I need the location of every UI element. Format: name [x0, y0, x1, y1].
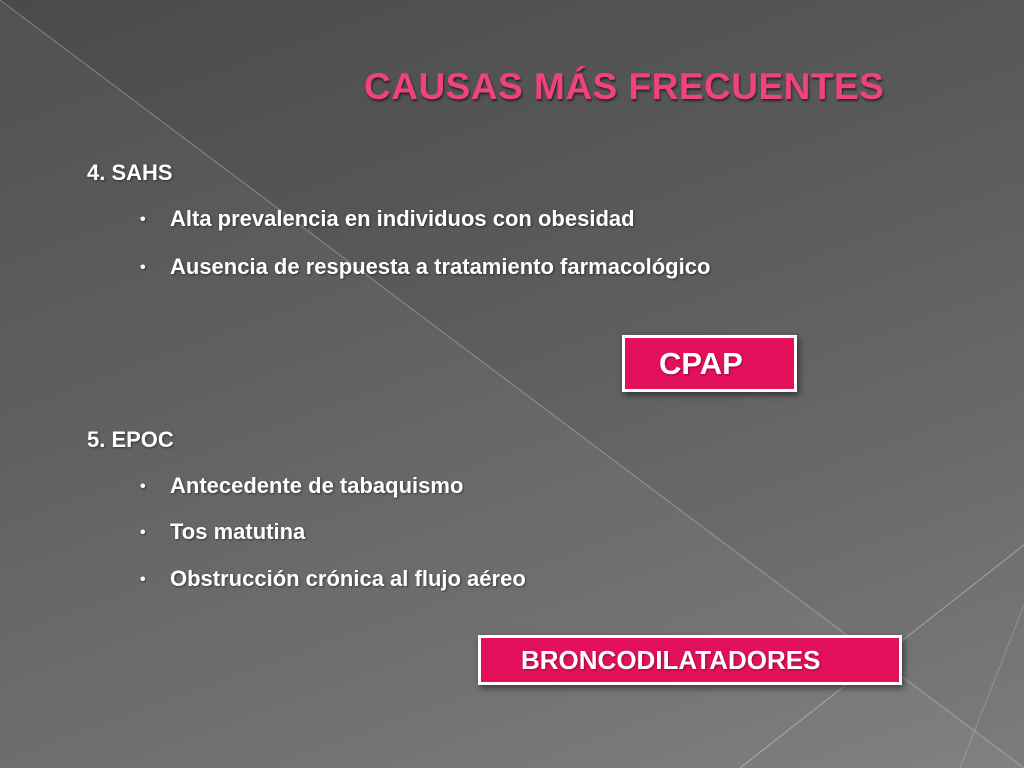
bullet-dot: • [140, 571, 146, 588]
bullet-text: Antecedente de tabaquismo [170, 473, 464, 498]
section-heading-epoc: 5. EPOC [87, 427, 174, 452]
bullet-dot: • [140, 211, 146, 228]
slide-title: CAUSAS MÁS FRECUENTES [364, 66, 885, 107]
bullet-item [140, 254, 710, 280]
bullet-dot: • [140, 478, 146, 495]
bullet-dot: • [140, 524, 146, 541]
bullet-dot: • [140, 259, 146, 276]
bullet-item [140, 566, 526, 592]
bullet-item [140, 473, 463, 499]
treatment-tag-cpap: CPAP [622, 335, 797, 392]
bullet-text: Obstrucción crónica al flujo aéreo [170, 566, 526, 591]
bullet-item [140, 519, 305, 545]
treatment-tag-broncodilatadores: BRONCODILATADORES [478, 635, 902, 685]
bullet-item [140, 206, 635, 232]
bullet-text: Ausencia de respuesta a tratamiento farmacológico [170, 254, 711, 279]
section-heading-sahs: 4. SAHS [87, 160, 173, 185]
bullet-text: Alta prevalencia en individuos con obesidad [170, 206, 635, 231]
bullet-text: Tos matutina [170, 519, 306, 544]
